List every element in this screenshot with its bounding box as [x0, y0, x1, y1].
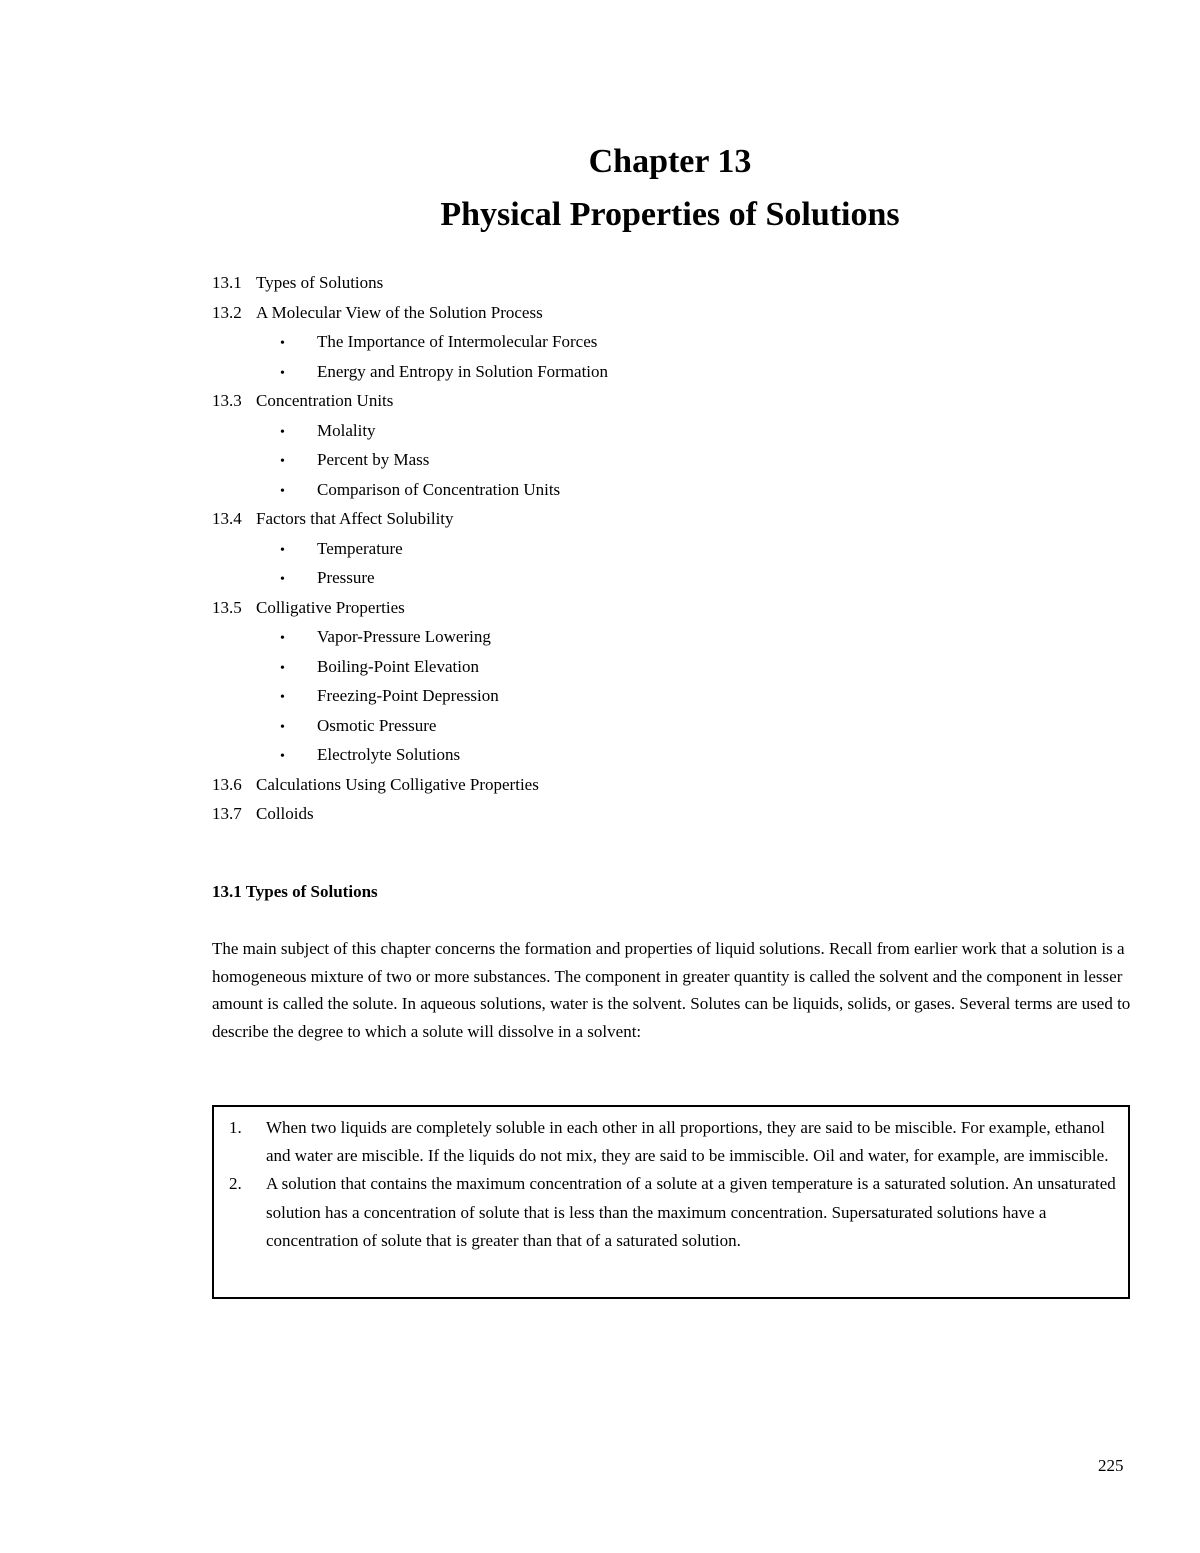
toc-subtopic — [212, 563, 608, 593]
toc-subtopic — [212, 445, 608, 475]
bullet-icon: • — [280, 483, 285, 499]
toc-section-number: 13.6 — [212, 774, 242, 794]
definition-item — [229, 1114, 1119, 1170]
bullet-icon: • — [280, 365, 285, 381]
toc-subtopic — [212, 327, 608, 357]
toc-section — [212, 770, 608, 800]
toc-section-title: Concentration Units — [256, 391, 394, 410]
section-heading: 13.1 Types of Solutions — [212, 882, 378, 901]
toc-subtopic — [212, 652, 608, 682]
toc-section-number: 13.5 — [212, 597, 242, 617]
definition-number: 1. — [229, 1118, 242, 1137]
toc-subtopic — [212, 711, 608, 741]
definition-number: 2. — [229, 1174, 242, 1194]
definition-item — [229, 1170, 1119, 1255]
chapter-label: Chapter 13 — [588, 143, 752, 180]
toc-section-title: Colloids — [256, 804, 314, 823]
toc-section-title: Colligative Properties — [256, 597, 405, 617]
toc-subtopic-title: Vapor-Pressure Lowering — [317, 627, 491, 646]
toc-subtopic-title: The Importance of Intermolecular Forces — [317, 332, 598, 351]
bullet-icon: • — [280, 454, 285, 469]
bullet-icon: • — [280, 631, 285, 646]
toc-subtopic-title: Boiling-Point Elevation — [317, 656, 479, 676]
chapter-title: Physical Properties of Solutions — [440, 196, 900, 233]
toc-section-title: Factors that Affect Solubility — [256, 509, 454, 528]
bullet-icon: • — [280, 719, 285, 735]
toc-subtopic-title: Temperature — [317, 538, 403, 558]
toc-subtopic-title: Freezing-Point Depression — [317, 686, 499, 705]
toc-subtopic — [212, 475, 608, 505]
toc-subtopic-title: Percent by Mass — [317, 450, 430, 469]
toc-subtopic — [212, 534, 608, 564]
definition-text: A solution that contains the maximum concentration of a solute at a given temperature is a saturated solution. An unsaturated solution has a concentration of solute that is less than the maximum concentration. Supersaturated solutions have a concentration of solute that is greater than that of a saturated solution. — [266, 1174, 1116, 1250]
toc-subtopic-title: Energy and Entropy in Solution Formation — [317, 361, 609, 381]
toc-subtopic-title: Molality — [317, 420, 376, 440]
toc-subtopic-title: Osmotic Pressure — [317, 715, 437, 735]
toc-section-number: 13.7 — [212, 804, 242, 823]
toc-section — [212, 386, 608, 416]
toc-subtopic — [212, 740, 608, 770]
bullet-icon: • — [280, 424, 285, 440]
bullet-icon: • — [280, 660, 285, 676]
toc-subtopic — [212, 622, 608, 652]
intro-paragraph: The main subject of this chapter concerns the formation and properties of liquid solutions. Recall from earlier work that a solution is a homogeneous mixture of two or more substances. The component in greater quantity is called the solvent and the component in lesser amount is called the solute. In aqueous solutions, water is the solvent. Solutes can be liquids, solids, or gases. Several terms are used to describe the degree to which a solute will dissolve in a solvent: — [212, 939, 1131, 1041]
page-number: 225 — [1098, 1456, 1124, 1475]
toc-section — [212, 268, 608, 298]
bullet-icon: • — [280, 336, 285, 351]
bullet-icon: • — [280, 572, 285, 587]
toc-subtopic — [212, 357, 608, 387]
bullet-icon: • — [280, 542, 285, 558]
toc-subtopic-title: Pressure — [317, 568, 375, 587]
toc-section-title: Calculations Using Colligative Properties — [256, 774, 539, 794]
toc-section-number: 13.2 — [212, 302, 242, 322]
toc-subtopic — [212, 416, 608, 446]
toc-section — [212, 593, 608, 623]
toc-subtopic-title: Electrolyte Solutions — [317, 745, 461, 764]
toc-section-number: 13.4 — [212, 509, 242, 528]
definition-text: When two liquids are completely soluble in each other in all proportions, they are said to be miscible. For example, ethanol and water are miscible. If the liquids do not mix, they are said to be immiscible. Oil and water, for example, are immiscible. — [266, 1118, 1109, 1166]
toc-section-title: Types of Solutions — [256, 273, 384, 292]
toc-section — [212, 298, 608, 328]
table-of-contents — [212, 268, 608, 829]
bullet-icon: • — [280, 749, 285, 764]
definitions-box — [212, 1105, 1130, 1299]
bullet-icon: • — [280, 690, 285, 705]
toc-section — [212, 799, 608, 829]
toc-subtopic — [212, 681, 608, 711]
toc-section — [212, 504, 608, 534]
toc-section-number: 13.3 — [212, 391, 242, 410]
toc-section-title: A Molecular View of the Solution Process — [256, 302, 543, 322]
toc-subtopic-title: Comparison of Concentration Units — [317, 479, 561, 499]
toc-section-number: 13.1 — [212, 273, 242, 292]
definitions-list — [229, 1114, 1119, 1255]
